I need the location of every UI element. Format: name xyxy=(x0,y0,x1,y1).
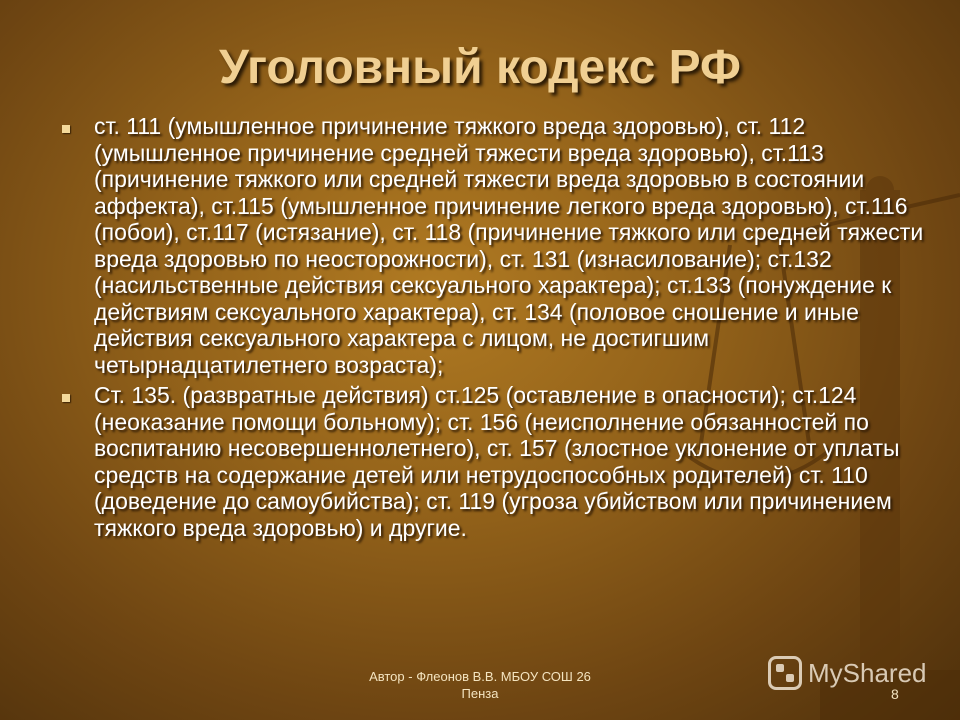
myshared-watermark xyxy=(768,656,927,690)
footer-author-line: Автор - Флеонов В.В. МБОУ СОШ 26 xyxy=(369,669,591,684)
footer-city-line: Пенза xyxy=(461,686,499,701)
bullet-list xyxy=(60,113,930,541)
bullet-square-icon xyxy=(62,125,70,133)
bullet-square-icon xyxy=(62,394,70,402)
bullet-text: ст. 111 (умышленное причинение тяжкого вреда здоровью), ст. 112 (умышленное причинение средней тяжести вреда здоровью), ст.113 (причинение тяжкого или средней тяжести вреда здоровью в состоянии аффекта), ст.115 (умышленное причинение легкого вреда здоровью), ст.116 (побои), ст.117 (истязание), ст. 118 (причинение тяжкого или средней тяжести вреда здоровью по неосторожности), ст. 131 (изнасилование); ст.132 (насильственные действия сексуального характера); ст.133 (понуждение к действиям сексуального характера), ст. 134 (половое сношение и иные действия сексуального характера с лицом, не достигшим четырнадцатилетнего возраста); xyxy=(94,113,924,378)
bullet-item xyxy=(60,382,930,541)
bullet-item xyxy=(60,113,930,378)
slide-title: Уголовный кодекс РФ xyxy=(218,41,742,94)
footer-author xyxy=(290,668,670,702)
watermark-text: MyShared xyxy=(808,657,927,688)
page-number: 8 xyxy=(891,686,899,702)
myshared-logo-icon xyxy=(768,656,802,690)
bullet-text: Ст. 135. (развратные действия) ст.125 (оставление в опасности); ст.124 (неоказание помощи больному); ст. 156 (неисполнение обязанностей по воспитанию несовершеннолетнего), ст. 157 (злостное уклонение от уплаты средств на содержание детей или нетрудоспособных родителей) ст. 110 (доведение до самоубийства); ст. 119 (угроза убийством или причинением тяжкого вреда здоровью) и другие. xyxy=(94,382,900,541)
